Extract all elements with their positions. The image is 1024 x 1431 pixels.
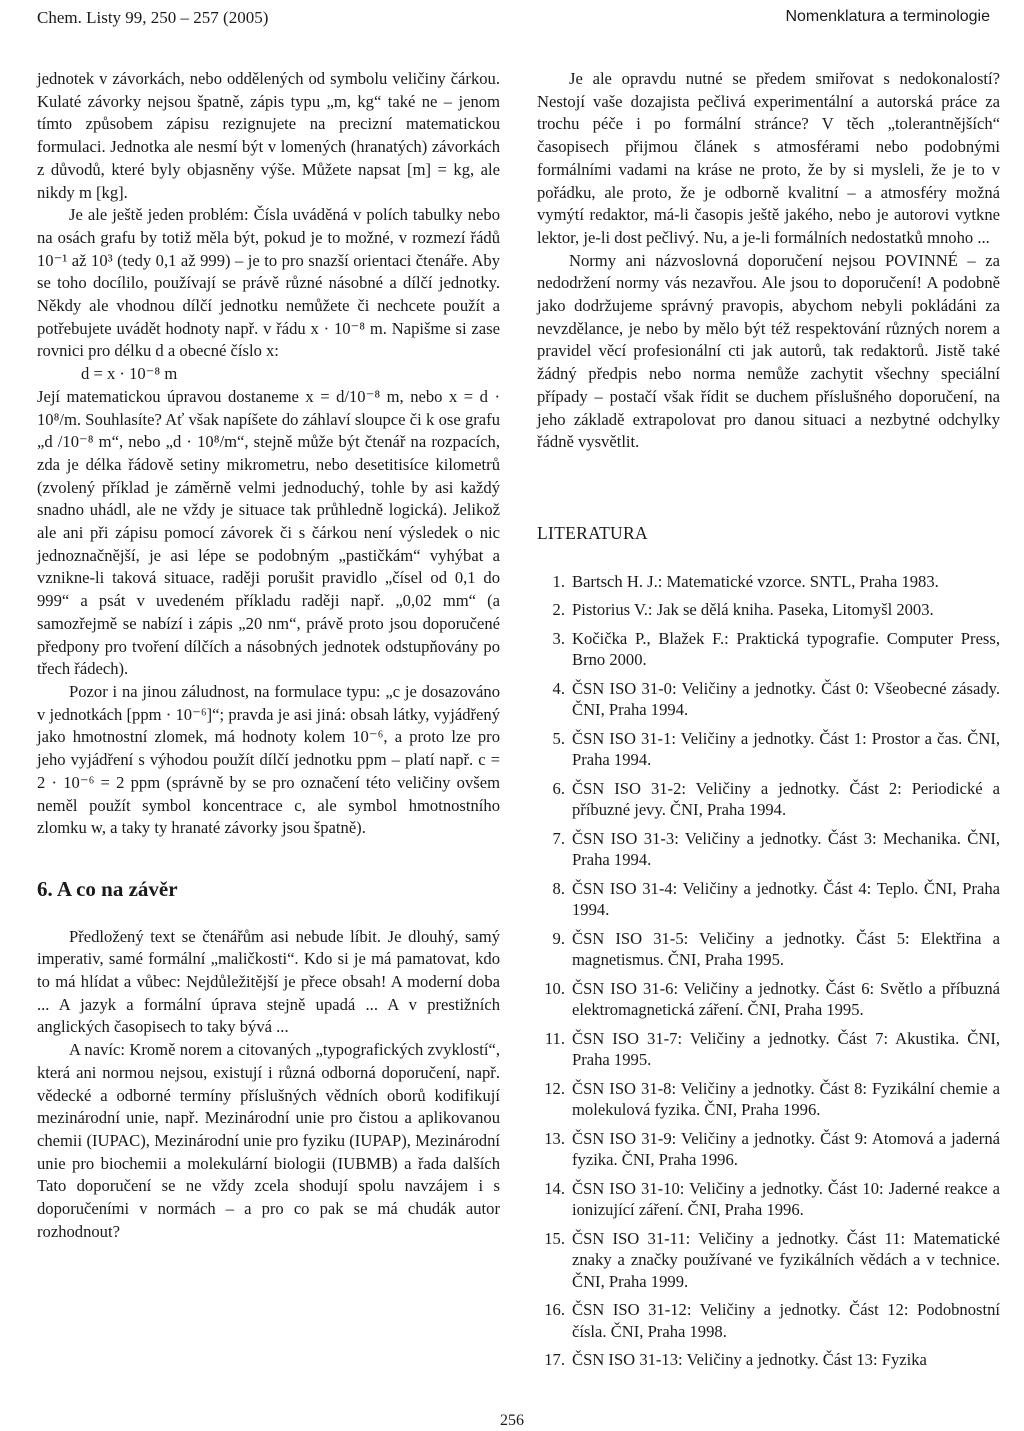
reference-number: 8. <box>552 878 565 898</box>
reference-number: 3. <box>552 628 565 648</box>
reference-item <box>537 828 1000 871</box>
reference-text: ČSN ISO 31-8: Veličiny a jednotky. Část 8: Fyzikální chemie a molekulová fyzika. ČNI, Praha 1996. <box>572 1078 1000 1120</box>
section-heading: 6. A co na závěr <box>37 876 178 901</box>
reference-text: Bartsch H. J.: Matematické vzorce. SNTL, Praha 1983. <box>572 571 939 591</box>
literature-heading: LITERATURA <box>537 522 648 543</box>
reference-item <box>537 1078 1000 1121</box>
reference-text: ČSN ISO 31-0: Veličiny a jednotky. Část 0: Všeobecné zásady. ČNI, Praha 1994. <box>572 678 1000 720</box>
paragraph: Je ale ještě jeden problém: Čísla uváděná v polích tabulky nebo na osách grafu by totiž měla být, pokud je to možné, v rozmezí řádů 10⁻¹ až 10³ (tedy 0,1 až 999) – je to pro snazší orientaci čtenáře. Aby se toho docílilo, používají se právě různé násobné a dílčí jednotky. Někdy ale vhodnou dílčí jednotku nemůžete či nechcete použít a potřebujete uvádět hodnoty např. v řádu x · 10⁻⁸ m. Napišme si zase rovnici pro délku d a obecné číslo x: <box>37 205 500 361</box>
reference-number: 11. <box>544 1028 565 1048</box>
reference-text: ČSN ISO 31-13: Veličiny a jednotky. Část 13: Fyzika <box>572 1350 927 1370</box>
reference-item <box>537 1028 1000 1071</box>
reference-text: ČSN ISO 31-10: Veličiny a jednotky. Část 10: Jaderné reakce a ionizující záření. ČNI, Praha 1996. <box>572 1178 1000 1220</box>
page-number: 256 <box>500 1412 524 1429</box>
reference-number: 14. <box>544 1178 565 1198</box>
running-header <box>37 8 990 34</box>
left-column <box>37 68 500 1243</box>
reference-item <box>537 928 1000 971</box>
reference-number: 5. <box>552 728 565 748</box>
reference-number: 9. <box>552 928 565 948</box>
reference-item <box>537 678 1000 721</box>
reference-number: 4. <box>552 678 565 698</box>
reference-list <box>537 571 1000 1371</box>
reference-item <box>537 571 1000 593</box>
reference-number: 12. <box>544 1078 565 1098</box>
reference-text: ČSN ISO 31-5: Veličiny a jednotky. Část 5: Elektřina a magnetismus. ČNI, Praha 1995. <box>572 928 1000 970</box>
reference-item <box>537 1349 1000 1371</box>
reference-text: Kočička P., Blažek F.: Praktická typografie. Computer Press, Brno 2000. <box>572 628 1000 670</box>
reference-text: ČSN ISO 31-1: Veličiny a jednotky. Část 1: Prostor a čas. ČNI, Praha 1994. <box>572 728 1000 770</box>
right-column <box>537 68 1000 1378</box>
equation: d = x · 10⁻⁸ m <box>81 364 178 384</box>
paragraph: Její matematickou úpravou dostaneme x = d/10⁻⁸ m, nebo x = d · 10⁸/m. Souhlasíte? Ať však napíšete do záhlaví sloupce či k ose grafu „d /10⁻⁸ m“, nebo „d · 10⁸/m“, stejně může být čtenář na rozpacích, zda je délka řádově setiny mikrometru, nebo desetitisíce kilometrů (zvolený příklad je záměrně velmi jednoduchý, tohle by asi každý snadno uhádl, ale ne vždy je situace tak průhledně logická). Jelikož ale ani při zápisu pomocí závorek či s čárkou není výsledek o nic jednoznačnější, je asi lépe se podobným „pastičkám“ vyhýbat a vznikne-li taková situace, raději porušit pravidlo „čísel od 0,1 do 999“ a psát v uvedeném příkladu raději např. „0,02 mm“ (a samozřejmě se nabízí i zápis „20 nm“, právě proto jsou doporučené předpony pro tvoření dílčích a násobných jednotek odstupňovány po třech řádech). <box>37 386 500 679</box>
reference-number: 13. <box>544 1128 565 1148</box>
paragraph: Normy ani názvoslovná doporučení nejsou POVINNÉ – za nedodržení normy vás nezavřou. Ale jsou to doporučení! A podobně jako dodržujeme správný pravopis, abychom nebyli pokládáni za nevzdělance, je nebo by mělo být též respektování různých norem a pravidel věcí profesionální cti jak autorů, tak redaktorů. Jistě také žádný předpis nebo norma nemůže zachytit všechny speciální případy – postačí však řídit se duchem příslušného doporučení, na jeho základě extrapolovat pro danou situaci a nezbytné odchylky řádně vysvětlit. <box>537 250 1000 452</box>
reference-item <box>537 778 1000 821</box>
reference-item <box>537 978 1000 1021</box>
reference-item <box>537 1299 1000 1342</box>
reference-text: ČSN ISO 31-12: Veličiny a jednotky. Část 12: Podobnostní čísla. ČNI, Praha 1998. <box>572 1300 1000 1341</box>
reference-text: ČSN ISO 31-2: Veličiny a jednotky. Část 2: Periodické a příbuzné jevy. ČNI, Praha 1994. <box>572 778 1000 820</box>
paragraph: Pozor i na jinou záludnost, na formulace typu: „c je dosazováno v jednotkách [ppm · 10⁻⁶]“; pravda je asi jiná: obsah látky, vyjádřený jako hmotnostní zlomek, má hodnoty kolem 10⁻⁶, a proto lze pro jeho vyjádření s výhodou použít dílčí jednotku ppm – platí např. c = 2 · 10⁻⁶ = 2 ppm (správně by se pro označení této veličiny ovšem neměl použít symbol koncentrace c, ale symbol hmotnostního zlomku w, a taky ty hranaté závorky jsou špatně). <box>37 681 500 838</box>
reference-item <box>537 878 1000 921</box>
reference-number: 1. <box>552 571 565 591</box>
reference-number: 15. <box>544 1228 565 1248</box>
reference-item <box>537 1178 1000 1221</box>
reference-text: ČSN ISO 31-4: Veličiny a jednotky. Část 4: Teplo. ČNI, Praha 1994. <box>572 878 1000 920</box>
reference-item <box>537 628 1000 671</box>
reference-item <box>537 1128 1000 1171</box>
reference-number: 7. <box>552 828 565 848</box>
journal-citation: Chem. Listy 99, 250 – 257 (2005) <box>37 8 269 27</box>
reference-number: 10. <box>544 978 565 998</box>
reference-text: Pistorius V.: Jak se dělá kniha. Paseka, Litomyšl 2003. <box>572 600 934 620</box>
paragraph: jednotek v závorkách, nebo oddělených od symbolu veličiny čárkou. Kulaté závorky nejsou špatně, zápis typu „m, kg“ také ne – jenom tímto způsobem zápisu rezignujete na precizní matematickou formulaci. Jednotka ale nesmí být v lomených (hranatých) závorkách z důvodů, které byly objasněny výše. Můžete napsat [m] = kg, ale nikdy m [kg]. <box>37 69 500 202</box>
reference-item <box>537 1228 1000 1293</box>
reference-item <box>537 728 1000 771</box>
section-title: Nomenklatura a terminologie <box>785 8 990 25</box>
reference-number: 16. <box>544 1300 565 1320</box>
reference-text: ČSN ISO 31-7: Veličiny a jednotky. Část 7: Akustika. ČNI, Praha 1995. <box>572 1028 1000 1070</box>
paragraph: Je ale opravdu nutné se předem smiřovat s nedokonalostí? Nestojí vaše dozajista pečlivá experimentální a autorská práce za trochu péče i po formální stránce? V těch „tolerantnějších“ časopisech přijmou článek s atmosférami nebo podobnými formálními vadami na kráse ne proto, že by si mysleli, že je to v pořádku, ale proto, že je odborně kvalitní – a atmosféry možná vymýtí redaktor, má-li časopis ještě jakého, nebo je autorovi vytkne lektor, je-li dost pečlivý. Nu, a je-li formálních nedostatků mnoho ... <box>537 69 1000 247</box>
reference-number: 2. <box>552 600 565 620</box>
reference-text: ČSN ISO 31-11: Veličiny a jednotky. Část 11: Matematické znaky a značky používané ve fyzikálních vědách a v technice. ČNI, Praha 1999. <box>572 1228 1000 1291</box>
reference-number: 6. <box>552 778 565 798</box>
reference-text: ČSN ISO 31-3: Veličiny a jednotky. Část 3: Mechanika. ČNI, Praha 1994. <box>572 828 1000 870</box>
reference-text: ČSN ISO 31-6: Veličiny a jednotky. Část 6: Světlo a příbuzná elektromagnetická záření. ČNI, Praha 1995. <box>572 978 1000 1020</box>
reference-item <box>537 599 1000 621</box>
paragraph: A navíc: Kromě norem a citovaných „typografických zvyklostí“, která ani normou nejsou, existují i různá odborná doporučení, např. vědecké a odborné termíny příslušných vědních oborů kodifikují mezinárodní unie, např. Mezinárodní unie pro čistou a aplikovanou chemii (IUPAC), Mezinárodní unie pro fyziku (IUPAP), Mezinárodní unie pro biochemii a molekulární biologii (IUBMB) a řada dalších Tato doporučení se ne vždy zcela shodují spolu navzájem i s doporučeními v normách – a pro co pak se má chudák autor rozhodnout? <box>37 1040 500 1241</box>
reference-number: 17. <box>544 1350 565 1370</box>
paragraph: Předložený text se čtenářům asi nebude líbit. Je dlouhý, samý imperativ, samé formální „maličkosti“. Kdo si je má pamatovat, kdo to má hlídat a vůbec: Nejdůležitější je přece obsah! A moderní doba ... A jazyk a formální úprava stejně upadá ... A v prestižních anglických časopisech to taky bývá ... <box>37 926 500 1037</box>
reference-text: ČSN ISO 31-9: Veličiny a jednotky. Část 9: Atomová a jaderná fyzika. ČNI, Praha 1996. <box>572 1128 1000 1170</box>
